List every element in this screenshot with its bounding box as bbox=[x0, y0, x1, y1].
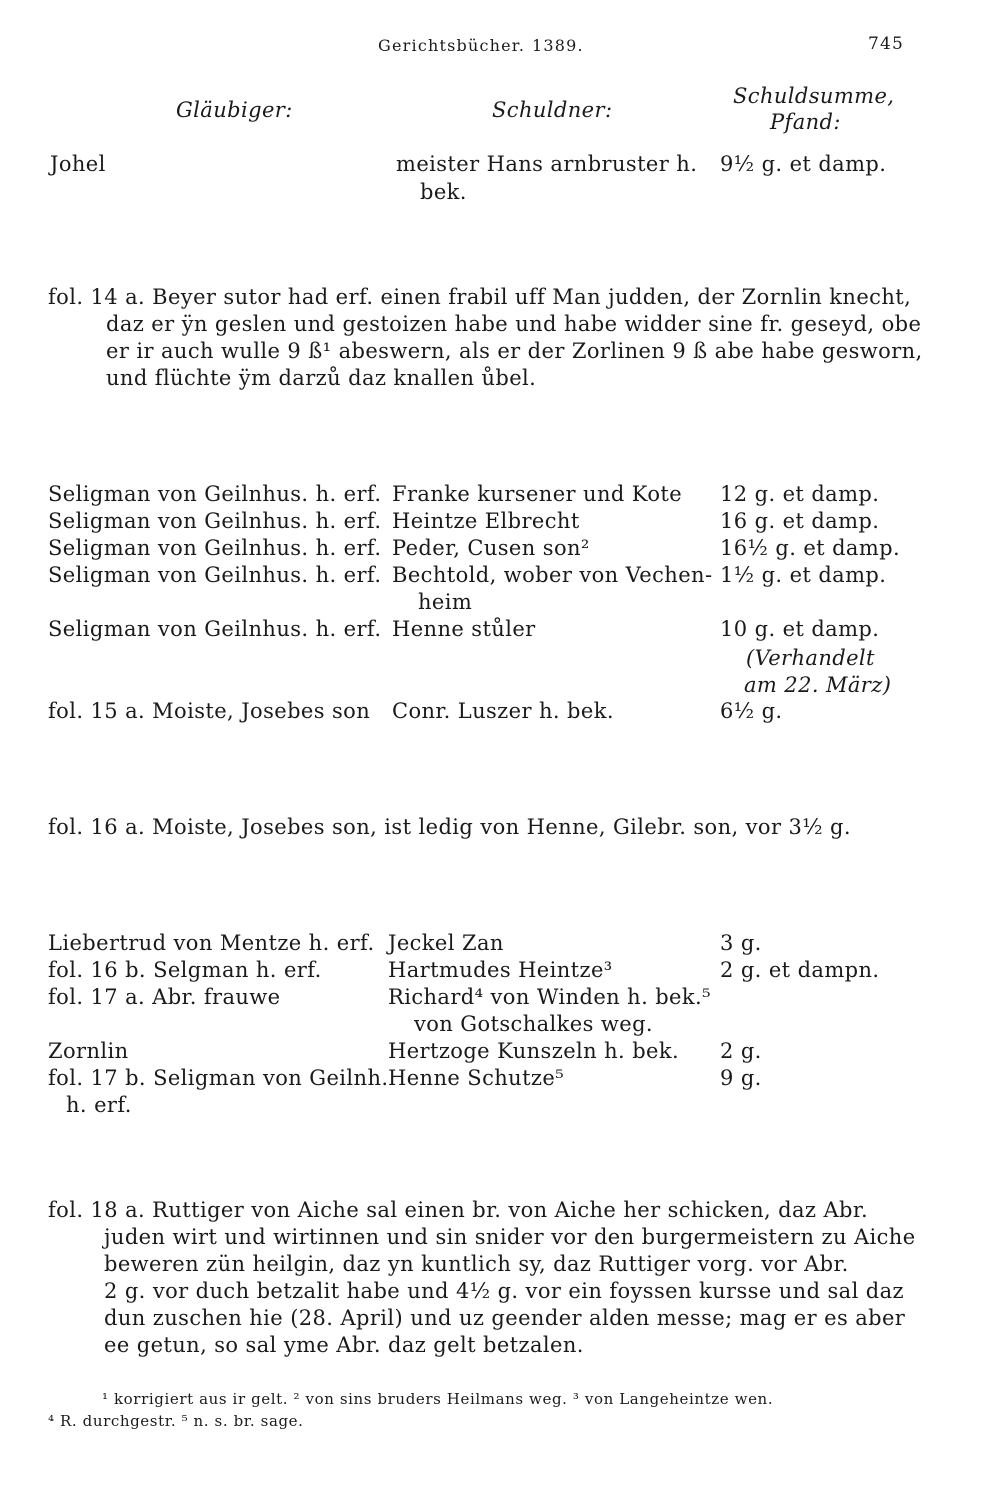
table-row-amount: 3 g. bbox=[720, 931, 762, 955]
table-row-debtor: Hertzoge Kunszeln h. bek. bbox=[388, 1039, 680, 1063]
paragraph-line: dun zuschen hie (28. April) und uz geender alden messe; mag er es aber bbox=[104, 1306, 906, 1330]
table-row-creditor: fol. 16 b. Selgman h. erf. bbox=[48, 958, 322, 982]
footnote-line: ¹ korrigiert aus ir gelt. ² von sins bruders Heilmans weg. ³ von Langeheintze wen. bbox=[102, 1390, 774, 1408]
running-year: 1389. bbox=[532, 36, 584, 55]
column-header-schuldner: Schuldner: bbox=[492, 98, 613, 122]
table-row-amount: 2 g. et dampn. bbox=[720, 958, 880, 982]
editorial-note: (Verhandelt bbox=[746, 646, 875, 670]
column-header-summe: Schuldsumme, bbox=[733, 84, 895, 108]
table-row-debtor: Henne Schutze⁵ bbox=[388, 1066, 565, 1090]
table-row-amount: 2 g. bbox=[720, 1039, 762, 1063]
table-row-amount: 9 g. bbox=[720, 1066, 762, 1090]
paragraph-line: beweren zün heilgin, daz yn kuntlich sy, daz Ruttiger vorg. vor Abr. bbox=[104, 1252, 849, 1276]
table-row-debtor: Heintze Elbrecht bbox=[392, 509, 580, 533]
table-row-creditor: Zornlin bbox=[48, 1039, 129, 1063]
table-row-debtor: Henne stůler bbox=[392, 617, 536, 641]
paragraph-line: fol. 14 a. Beyer sutor had erf. einen frabil uff Man judden, der Zornlin knecht, bbox=[48, 285, 912, 309]
column-header-glaeubiger: Gläubiger: bbox=[176, 98, 293, 122]
paragraph-line: 2 g. vor duch betzalit habe und 4½ g. vor ein foyssen kursse und sal daz bbox=[104, 1279, 905, 1303]
table-row-debtor: Franke kursener und Kote bbox=[392, 482, 683, 506]
table-row-creditor: Seligman von Geilnhus. h. erf. bbox=[48, 617, 382, 641]
paragraph-line: und flüchte ÿm darzů daz knallen ůbel. bbox=[106, 366, 537, 390]
table-row-creditor: fol. 17 a. Abr. frauwe bbox=[48, 985, 281, 1009]
table-row-creditor: Seligman von Geilnhus. h. erf. bbox=[48, 509, 382, 533]
table-row-debtor: Conr. Luszer h. bek. bbox=[392, 699, 614, 723]
footnote-line: ⁴ R. durchgestr. ⁵ n. s. br. sage. bbox=[48, 1412, 304, 1430]
table-row-amount: 16½ g. et damp. bbox=[720, 536, 901, 560]
entry-debtor: meister Hans arnbruster h. bbox=[396, 152, 698, 176]
entry-creditor: Johel bbox=[50, 152, 106, 176]
table-row-debtor: Hartmudes Heintze³ bbox=[388, 958, 613, 982]
table-row-creditor: Seligman von Geilnhus. h. erf. bbox=[48, 482, 382, 506]
table-row-amount: 16 g. et damp. bbox=[720, 509, 880, 533]
entry-amount: 9½ g. et damp. bbox=[720, 152, 887, 176]
paragraph-line: daz er ÿn geslen und gestoizen habe und habe widder sine fr. geseyd, obe bbox=[106, 312, 922, 336]
table-row-amount: 10 g. et damp. bbox=[720, 617, 880, 641]
paragraph-line: fol. 18 a. Ruttiger von Aiche sal einen br. von Aiche her schicken, daz Abr. bbox=[48, 1198, 869, 1222]
paragraph-line: ee getun, so sal yme Abr. daz gelt betzalen. bbox=[104, 1333, 584, 1357]
entry-debtor-cont: bek. bbox=[420, 180, 467, 204]
editorial-note: am 22. März) bbox=[744, 673, 892, 697]
table-row-creditor: Liebertrud von Mentze h. erf. bbox=[48, 931, 375, 955]
table-row-debtor: Bechtold, wober von Vechen- bbox=[392, 563, 713, 587]
paragraph-line: fol. 16 a. Moiste, Josebes son, ist ledig von Henne, Gilebr. son, vor 3½ g. bbox=[48, 815, 851, 839]
table-row-amount: 6½ g. bbox=[720, 699, 783, 723]
table-row-creditor: fol. 17 b. Seligman von Geilnh. bbox=[48, 1066, 389, 1090]
page-number: 745 bbox=[868, 34, 905, 54]
table-row-debtor-cont: heim bbox=[418, 590, 473, 614]
table-row-creditor: Seligman von Geilnhus. h. erf. bbox=[48, 563, 382, 587]
table-row-debtor-cont: von Gotschalkes weg. bbox=[414, 1012, 653, 1036]
table-row-creditor: Seligman von Geilnhus. h. erf. bbox=[48, 536, 382, 560]
table-row-debtor: Richard⁴ von Winden h. bek.⁵ bbox=[388, 985, 711, 1009]
table-row-creditor: fol. 15 a. Moiste, Josebes son bbox=[48, 699, 371, 723]
paragraph-line: er ir auch wulle 9 ß¹ abeswern, als er der Zorlinen 9 ß abe habe gesworn, bbox=[106, 339, 923, 363]
table-row-amount: 12 g. et damp. bbox=[720, 482, 880, 506]
table-row-amount: 1½ g. et damp. bbox=[720, 563, 887, 587]
table-row-debtor: Jeckel Zan bbox=[388, 931, 504, 955]
running-title: Gerichtsbücher. bbox=[378, 36, 526, 55]
column-header-pfand: Pfand: bbox=[770, 110, 841, 134]
table-row-debtor: Peder, Cusen son² bbox=[392, 536, 590, 560]
paragraph-line: juden wirt und wirtinnen und sin snider vor den burgermeistern zu Aiche bbox=[104, 1225, 916, 1249]
table-row-creditor-cont: h. erf. bbox=[66, 1093, 132, 1117]
